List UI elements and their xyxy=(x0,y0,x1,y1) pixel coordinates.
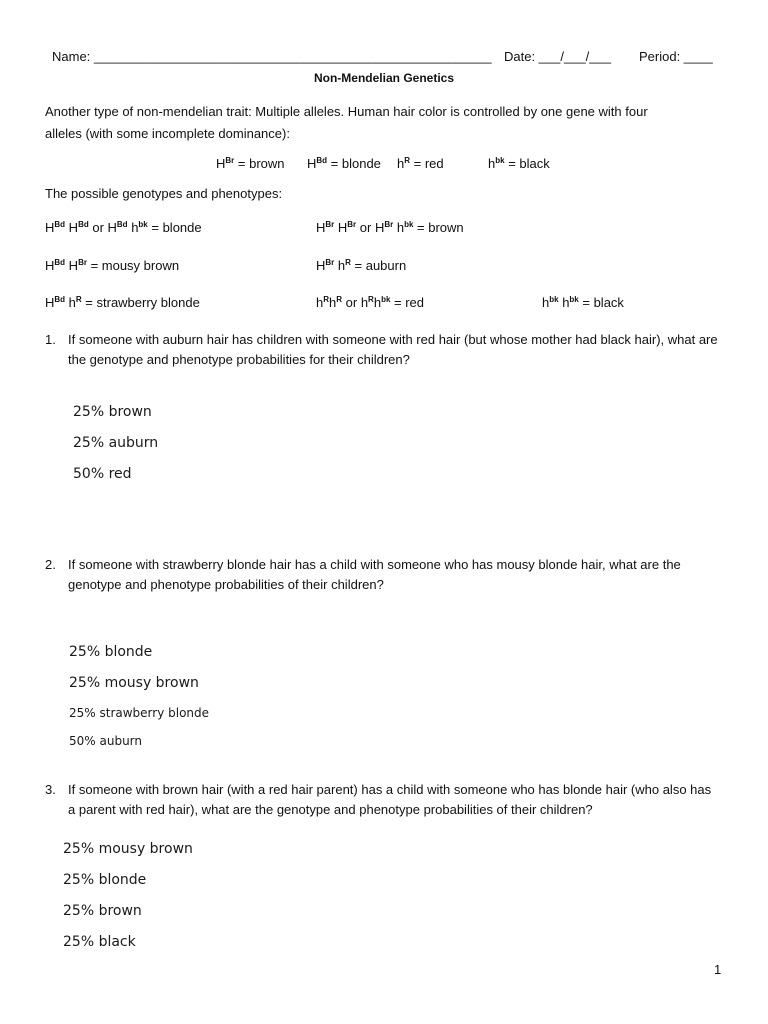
question-1-text: If someone with auburn hair has children with someone with red hair (but whose mother had black hair), what are the genotype and phenotype probabilities for their children? xyxy=(68,332,718,367)
question-2-answer: 25% mousy brown xyxy=(69,675,199,691)
question-1-answer: 25% auburn xyxy=(73,435,159,451)
genotype-brown: $H^{Br}$ $H^{Br}$ or $H^{Br}$ $h^{bk}$ = brown xyxy=(316,220,464,235)
name-field xyxy=(52,49,492,65)
question-2-answer: 50% auburn xyxy=(69,734,142,748)
genotype-auburn: $H^{Br}$ $h^R$ = auburn xyxy=(316,258,407,273)
page-title: Non-Mendelian Genetics xyxy=(313,71,455,85)
intro-line-2: alleles (with some incomplete dominance): xyxy=(45,126,290,141)
question-3-text: If someone with brown hair (with a red hair parent) has a child with someone who has blonde hair (who also has a parent with red hair), what are the genotype and phenotype probabilities of their children? xyxy=(68,782,712,817)
page-number: 1 xyxy=(714,962,722,977)
question-2-number: 2. xyxy=(45,557,56,572)
genotype-black: $h^{bk}$ $h^{bk}$ = black xyxy=(542,295,624,310)
name-blank: _______________________________________________________ xyxy=(93,49,492,64)
period-field: Period: ____ xyxy=(639,49,713,64)
allele-brown: $H^{Br}$ = brown xyxy=(216,156,285,171)
genotype-strawberry-blonde: $H^{Bd}$ $h^R$ = strawberry blonde xyxy=(45,295,200,310)
question-3-answer: 25% brown xyxy=(63,903,142,919)
allele-blonde: $H^{Bd}$ = blonde xyxy=(307,156,381,171)
allele-black: $h^{bk}$ = black xyxy=(488,156,550,171)
question-3-answer: 25% mousy brown xyxy=(63,841,193,857)
genotypes-heading: The possible genotypes and phenotypes: xyxy=(45,186,283,201)
question-1-answer: 50% red xyxy=(73,466,132,482)
genotype-mousy-brown: $H^{Bd}$ $H^{Br}$ = mousy brown xyxy=(45,258,180,273)
question-3-answer: 25% blonde xyxy=(63,872,147,888)
genotype-red: $h^Rh^R$ or $h^Rh^{bk}$ = red xyxy=(316,295,425,310)
question-2-answer: 25% strawberry blonde xyxy=(69,706,210,720)
allele-red: $h^R$ = red xyxy=(397,156,444,171)
genotype-blonde: $H^{Bd}$ $H^{Bd}$ or $H^{Bd}$ $h^{bk}$ = blonde xyxy=(45,220,202,235)
name-label: Name: xyxy=(52,49,94,64)
question-2-answer: 25% blonde xyxy=(69,644,153,660)
question-1-answer: 25% brown xyxy=(73,404,152,420)
question-2-text: If someone with strawberry blonde hair has a child with someone who has mousy blonde hair, what are the genotype and phenotype probabilities of their children? xyxy=(68,557,681,592)
intro-line-1: Another type of non-mendelian trait: Multiple alleles. Human hair color is controlled by one gene with four xyxy=(45,104,648,119)
question-3-number: 3. xyxy=(45,782,56,797)
date-field: Date: ___/___/___ xyxy=(504,49,611,64)
question-1-number: 1. xyxy=(45,332,56,347)
question-3-answer: 25% black xyxy=(63,934,136,950)
